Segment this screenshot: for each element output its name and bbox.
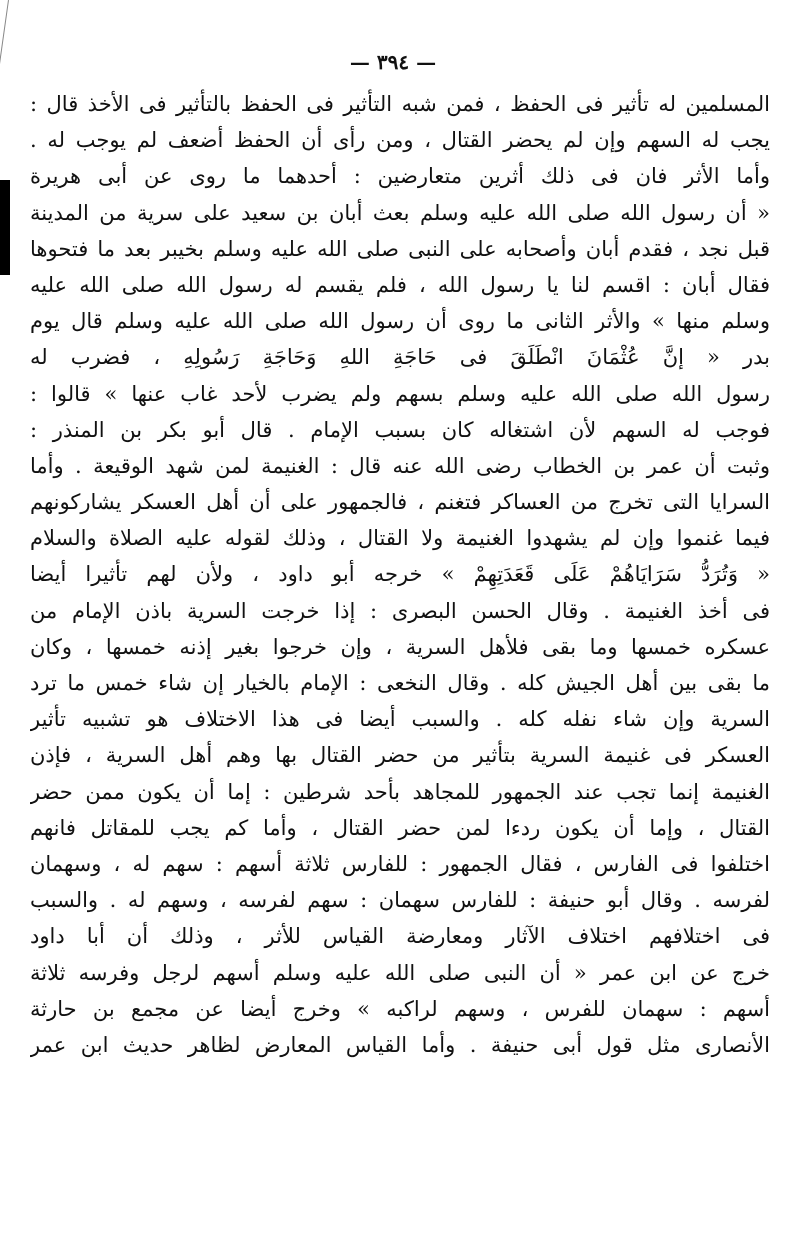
- scan-artifact-line: [0, 0, 9, 89]
- text-line: فى اختلافهم اختلاف الآثار ومعارضة القياس للأثر ، وذلك أن أبا داود: [30, 924, 770, 949]
- text-line: فوجب له السهم لأن اشتغاله كان بسبب الإمام . قال أبو بكر بن المنذر :: [30, 417, 770, 442]
- text-line: وأما الأثر فان فى ذلك أثرين متعارضين : أحدهما ما روى عن أبى هريرة: [30, 164, 770, 189]
- text-line: ما بقى بين أهل الجيش كله . وقال النخعى : الإمام بالخيار إن شاء خمس ما ترد: [30, 671, 770, 695]
- scan-edge-mark: [0, 180, 10, 275]
- text-line: قبل نجد ، فقدم أبان وأصحابه على النبى صلى الله عليه وسلم بخيبر بعد ما فتحوها: [30, 236, 770, 261]
- text-line: « أن رسول الله صلى الله عليه وسلم بعث أبان بن سعيد على سرية من المدينة: [30, 200, 770, 225]
- text-line: فى أخذ الغنيمة . وقال الحسن البصرى : إذا خرجت السرية باذن الإمام من: [30, 598, 770, 623]
- text-line: السرية وإن شاء نفله كله . والسبب أيضا فى هذا الاختلاف هو تشبيه تأثير: [30, 707, 770, 732]
- body-text: [30, 86, 770, 1063]
- text-line: العسكر فى غنيمة السرية بتأثير من حضر القتال بها وهم أهل السرية ، فإذن: [30, 743, 770, 768]
- text-line: « وَتُرَدُّ سَرَايَاهُمْ عَلَى قَعَدَتِهِمْ » خرجه أبو داود ، ولأن لهم تأثيرا أيضا: [30, 562, 770, 587]
- text-line: اختلفوا فى الفارس ، فقال الجمهور : للفارس ثلاثة أسهم : سهم له ، وسهمان: [30, 851, 770, 876]
- text-line: القتال ، وإما أن يكون ردءا لمن حضر القتال ، وأما كم يجب للمقاتل فانهم: [30, 815, 770, 840]
- text-line: الغنيمة إنما تجب عند الجمهور للمجاهد بأحد شرطين : إما أن يكون ممن حضر: [30, 779, 770, 804]
- text-line: وثبت أن عمر بن الخطاب رضى الله عنه قال : الغنيمة لمن شهد الوقيعة . وأما: [30, 453, 770, 478]
- text-line: خرج عن ابن عمر « أن النبى صلى الله عليه وسلم أسهم لرجل وفرسه ثلاثة: [30, 960, 770, 985]
- text-line: الأنصارى مثل قول أبى حنيفة . وأما القياس المعارض لظاهر حديث ابن عمر: [30, 1032, 770, 1057]
- page-number: — ٣٩٤ —: [349, 50, 437, 74]
- text-line: يجب له السهم وإن لم يحضر القتال ، ومن رأى أن الحفظ أضعف لم يوجب له .: [30, 128, 770, 153]
- text-line: أسهم : سهمان للفرس ، وسهم لراكبه » وخرج أيضا عن مجمع بن حارثة: [30, 996, 770, 1021]
- text-line: السرايا التى تخرج من العساكر فتغنم ، فالجمهور على أن أهل العسكر يشاركونهم: [30, 490, 770, 515]
- text-line: لفرسه . وقال أبو حنيفة : للفارس سهمان : سهم لفرسه ، وسهم له . والسبب: [30, 888, 770, 913]
- text-line: وسلم منها » والأثر الثانى ما روى أن رسول الله صلى الله عليه وسلم قال يوم: [30, 309, 770, 334]
- text-line: بدر « إنَّ عُثْمَانَ انْطَلَقَ فى حَاجَةِ اللهِ وَحَاجَةِ رَسُولِهِ ، فضرب له: [30, 345, 770, 370]
- text-line: عسكره خمسها وما بقى فلأهل السرية ، وإن خرجوا بغير إذنه خمسها ، وكان: [30, 634, 770, 659]
- text-line: فيما غنموا وإن لم يشهدوا الغنيمة ولا القتال ، وذلك لقوله عليه الصلاة والسلام: [30, 526, 770, 551]
- text-line: المسلمين له تأثير فى الحفظ ، فمن شبه التأثير فى الحفظ بالتأثير فى الأخذ قال :: [30, 92, 770, 116]
- text-line: رسول الله صلى الله عليه وسلم بسهم ولم يضرب لأحد غاب عنها » قالوا :: [30, 381, 770, 406]
- text-line: فقال أبان : اقسم لنا يا رسول الله ، فلم يقسم له رسول الله صلى الله عليه: [30, 272, 770, 297]
